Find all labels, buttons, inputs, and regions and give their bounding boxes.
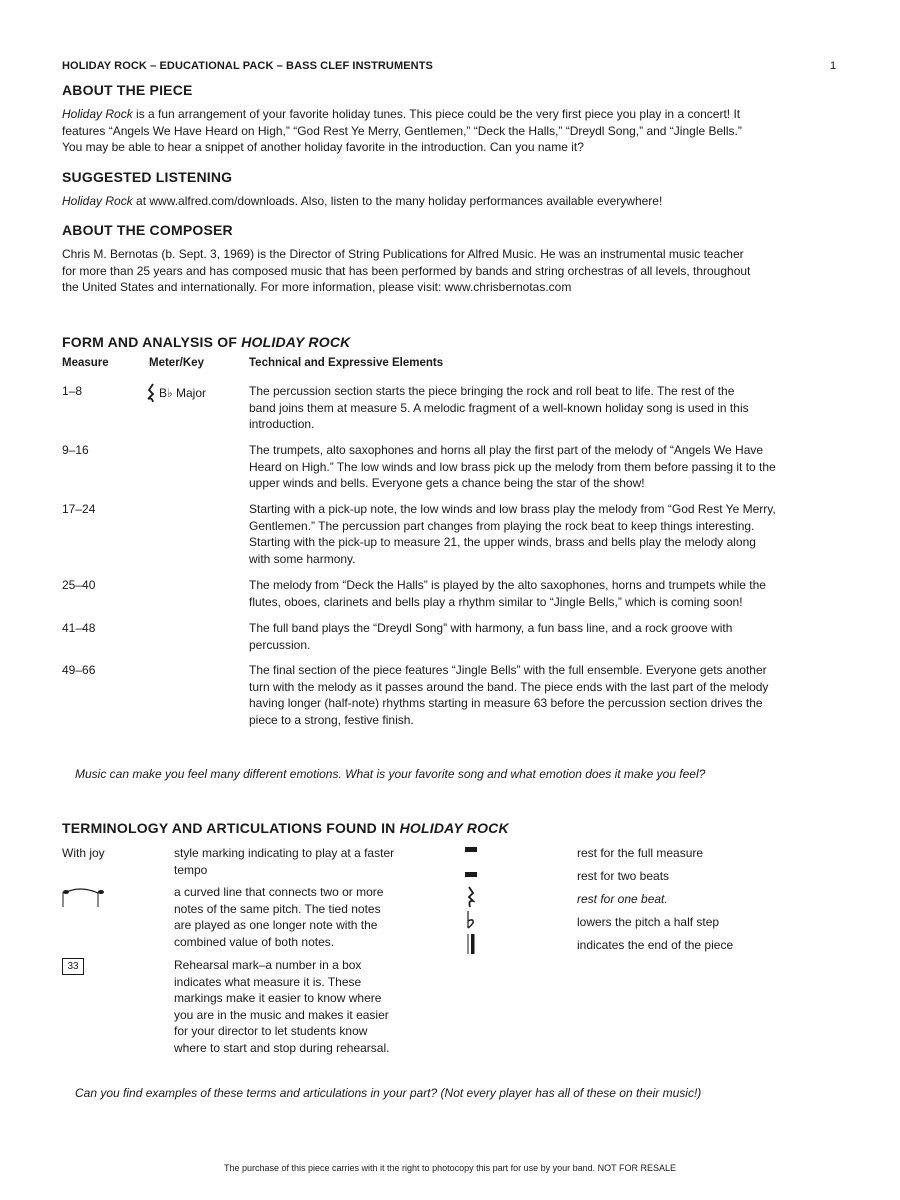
about-piece-line-3: You may be able to hear a snippet of another holiday favorite in the introduction. Can you name it?	[62, 140, 584, 154]
piece-title: Holiday Rock	[62, 194, 133, 208]
listening-text: Holiday Rock at www.alfred.com/downloads. Also, listen to the many holiday performances available everywhere!	[62, 194, 663, 208]
elements-cell: The final section of the piece features “Jingle Bells” with the full ensemble. Everyone gets another turn with the melody as it passes around the band. The piece ends with the last part of the melody having longer (half-note) rhythms starting in measure 63 before the percussion section drives the piece to a strong, festive finish.	[249, 663, 769, 727]
piece-title: Holiday Rock	[62, 107, 133, 121]
col-meter-header: Meter/Key	[149, 357, 204, 369]
terminology-heading: TERMINOLOGY AND ARTICULATIONS FOUND IN HOLIDAY ROCK	[62, 820, 509, 836]
composer-line-2: for more than 25 years and has composed music that has been performed by bands and string orchestras of all levels, throughout	[62, 263, 751, 278]
whole-rest-icon	[464, 846, 478, 856]
about-piece-heading: ABOUT THE PIECE	[62, 82, 193, 98]
quarter-rest-icon	[465, 886, 475, 908]
key-signature: B♭ Major	[159, 385, 207, 400]
elements-cell: The melody from “Deck the Halls” is played by the alto saxophones, horns and trumpets while the flutes, oboes, clarinets and bells play a rhythm similar to “Jingle Bells,” which is coming soon!	[249, 578, 766, 609]
term-half-rest: rest for two beats	[577, 869, 670, 883]
meter-key-cell	[145, 383, 206, 403]
reflection-question-2: Can you find examples of these terms and articulations in your part? (Not every player has all of these on their music!)	[75, 1086, 702, 1100]
term-with-joy: With joy	[62, 846, 105, 860]
composer-line-3: the United States and internationally. For more information, please visit: www.chrisbernotas.com	[62, 280, 572, 294]
running-header: HOLIDAY ROCK – EDUCATIONAL PACK – BASS CLEF INSTRUMENTS	[62, 60, 433, 72]
term-tie-definition: a curved line that connects two or more notes of the same pitch. The tied notes are played as one longer note with the combined value of both notes.	[174, 885, 384, 949]
measure-cell: 1–8	[62, 384, 83, 398]
col-measure-header: Measure	[62, 357, 109, 369]
flat-icon	[466, 910, 476, 930]
about-piece-text	[62, 106, 842, 156]
elements-cell: The percussion section starts the piece bringing the rock and roll beat to life. The rest of the band joins them at measure 5. A melodic fragment of a well-known holiday song is used in this introduction.	[249, 384, 749, 431]
term-flat: lowers the pitch a half step	[577, 915, 720, 929]
term-quarter-rest: rest for one beat.	[577, 892, 668, 906]
measure-cell: 49–66	[62, 663, 96, 677]
composer-heading: ABOUT THE COMPOSER	[62, 222, 233, 238]
composer-line-1: Chris M. Bernotas (b. Sept. 3, 1969) is the Director of String Publications for Alfred Music. He was an instrumental music teacher	[62, 247, 744, 261]
about-piece-line-2: features “Angels We Have Heard on High,” “God Rest Ye Merry, Gentlemen,” “Deck the Halls,” “Dreydl Song,” and “Jingle Bells.”	[62, 123, 742, 138]
term-rehearsal-definition: Rehearsal mark–a number in a box indicates what measure it is. These markings make it easier to know where you are in the music and makes it easier for your director to let students know where to start and stop during rehearsal.	[174, 958, 390, 1055]
elements-cell: Starting with a pick-up note, the low winds and low brass play the melody from “God Rest Ye Merry, Gentlemen.” The percussion part changes from playing the rock beat to keep things interesting. Starting with the pick-up to measure 21, the upper winds, brass and bells play the melody along with some harmony.	[249, 502, 776, 566]
common-time-icon	[145, 383, 157, 403]
reflection-question-1: Music can make you feel many different emotions. What is your favorite song and what emotion does it make you feel?	[75, 767, 706, 781]
page-number: 1	[830, 60, 837, 72]
elements-cell: The full band plays the “Dreydl Song” with harmony, a fun bass line, and a rock groove with percussion.	[249, 621, 733, 652]
col-elements-header: Technical and Expressive Elements	[249, 357, 444, 369]
copyright-footer: The purchase of this piece carries with it the right to photocopy this part for use by your band. NOT FOR RESALE	[223, 1163, 677, 1173]
measure-cell: 41–48	[62, 621, 96, 635]
elements-cell: The trumpets, alto saxophones and horns all play the first part of the melody of “Angels We Have Heard on High.” The low winds and low brass pick up the melody from them before passing it to the upper winds and bells. Everyone gets a chance being the star of the show!	[249, 443, 776, 490]
composer-text	[62, 246, 842, 296]
form-heading: FORM AND ANALYSIS OF HOLIDAY ROCK	[62, 334, 351, 350]
measure-cell: 25–40	[62, 578, 96, 592]
about-piece-line-1: Holiday Rock is a fun arrangement of your favorite holiday tunes. This piece could be the very first piece you play in a concert! It	[62, 107, 741, 121]
term-whole-rest: rest for the full measure	[577, 846, 704, 860]
half-rest-icon	[464, 869, 478, 879]
term-with-joy-definition: style marking indicating to play at a faster tempo	[174, 846, 395, 877]
tie-icon	[60, 887, 105, 909]
measure-cell: 9–16	[62, 443, 89, 457]
listening-heading: SUGGESTED LISTENING	[62, 169, 233, 185]
term-final-barline: indicates the end of the piece	[577, 938, 734, 952]
measure-cell: 17–24	[62, 502, 96, 516]
rehearsal-mark-icon: 33	[62, 958, 84, 975]
final-barline-icon	[466, 933, 476, 955]
